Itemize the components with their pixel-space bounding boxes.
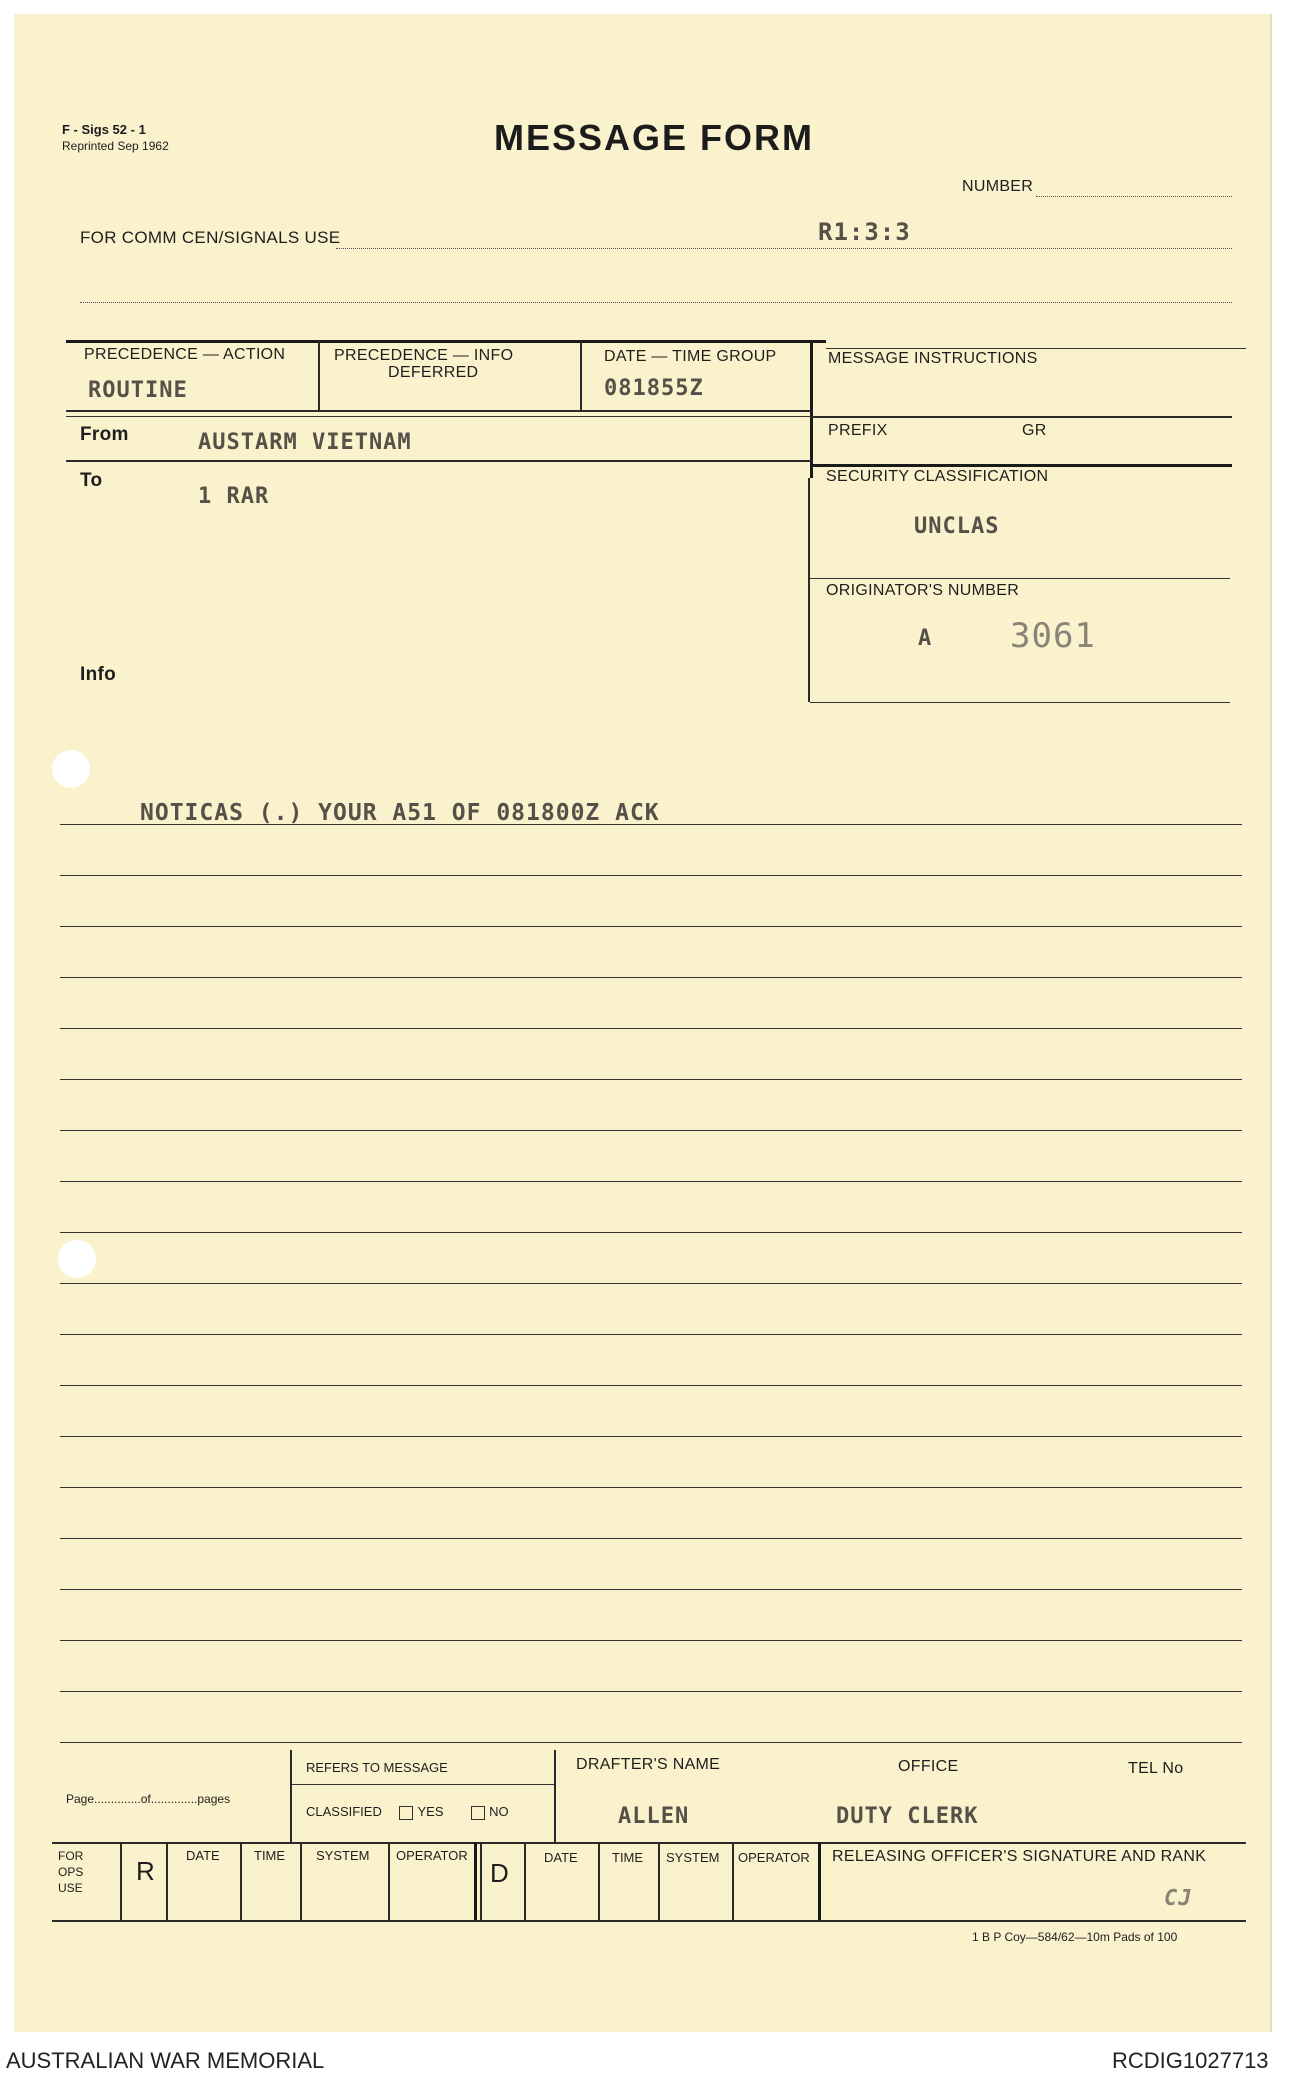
- number-line: [1036, 196, 1232, 197]
- releasing-label: RELEASING OFFICER'S SIGNATURE AND RANK: [832, 1848, 1207, 1865]
- page-of-label: Page..............of..............pages: [66, 1792, 231, 1806]
- ops-divider-6: [474, 1842, 477, 1920]
- message-ruled-line: [60, 1181, 1242, 1182]
- punch-hole-middle: [58, 1240, 96, 1278]
- printer-note: 1 B P Coy—584/62—10m Pads of 100: [972, 1930, 1178, 1944]
- instructions-top: [826, 348, 1246, 349]
- ops-divider-4: [300, 1842, 302, 1920]
- message-ruled-line: [60, 1079, 1242, 1080]
- ops-divider-3: [240, 1842, 242, 1920]
- ops-row-bottom: [52, 1920, 1246, 1922]
- comm-cen-line: [336, 248, 1232, 249]
- ops-divider-10: [658, 1842, 660, 1920]
- security-label: SECURITY CLASSIFICATION: [826, 468, 1049, 485]
- message-ruled-line: [60, 977, 1242, 978]
- r-system-label: SYSTEM: [316, 1848, 370, 1863]
- top-box-right: [810, 340, 813, 478]
- message-ruled-line: [60, 1130, 1242, 1131]
- originator-label: ORIGINATOR'S NUMBER: [826, 582, 1020, 599]
- precedence-info-sub: DEFERRED: [388, 364, 479, 381]
- ops-divider-1: [120, 1842, 122, 1920]
- precedence-divider-2: [580, 340, 582, 410]
- message-instructions-label: MESSAGE INSTRUCTIONS: [828, 350, 1038, 367]
- d-time-label: TIME: [612, 1850, 644, 1865]
- instructions-divider: [812, 416, 1232, 418]
- from-label: From: [80, 424, 129, 445]
- dtg-value: 081855Z: [604, 376, 704, 401]
- comm-cen-line-2: [80, 302, 1232, 303]
- originator-prefix: A: [918, 626, 933, 651]
- security-value: UNCLAS: [914, 514, 1000, 539]
- originator-value: 3061: [1010, 616, 1096, 656]
- ops-use-label: FOR OPS USE: [58, 1849, 84, 1895]
- message-ruled-line: [60, 875, 1242, 876]
- dtg-label: DATE — TIME GROUP: [604, 348, 777, 365]
- ops-divider-7: [480, 1842, 482, 1920]
- no-checkbox[interactable]: [471, 1806, 485, 1820]
- precedence-divider-1: [318, 340, 320, 410]
- no-label: NO: [489, 1804, 509, 1819]
- message-ruled-line: [60, 1385, 1242, 1386]
- message-ruled-line: [60, 1232, 1242, 1233]
- message-ruled-line: [60, 1028, 1242, 1029]
- message-ruled-line: [60, 1691, 1242, 1692]
- message-ruled-line: [60, 1589, 1242, 1590]
- d-label: D: [490, 1858, 510, 1888]
- office-value: DUTY CLERK: [836, 1804, 979, 1829]
- from-row-bottom: [66, 460, 812, 462]
- classified-row: [306, 1804, 509, 1820]
- security-box-left: [808, 478, 810, 702]
- info-label: Info: [80, 664, 117, 685]
- precedence-action-value: ROUTINE: [88, 378, 188, 403]
- archive-caption-right: RCDIG1027713: [1112, 2048, 1269, 2073]
- precedence-row-bottom: [66, 410, 812, 412]
- ops-divider-8: [524, 1842, 526, 1920]
- d-system-label: SYSTEM: [666, 1850, 720, 1865]
- security-divider: [810, 578, 1230, 579]
- message-ruled-line: [60, 1538, 1242, 1539]
- to-label: To: [80, 470, 103, 491]
- prefix-label: PREFIX: [828, 422, 888, 439]
- ops-divider-12: [818, 1842, 821, 1920]
- r-label: R: [136, 1856, 156, 1886]
- ops-divider-9: [598, 1842, 600, 1920]
- message-ruled-line: [60, 1436, 1242, 1437]
- message-ruled-line: [60, 1640, 1242, 1641]
- precedence-action-label: PRECEDENCE — ACTION: [84, 346, 286, 363]
- top-box-top: [66, 340, 826, 343]
- yes-checkbox[interactable]: [399, 1806, 413, 1820]
- refers-label: REFERS TO MESSAGE: [306, 1760, 448, 1775]
- message-ruled-line: [60, 926, 1242, 927]
- message-ruled-line: [60, 1742, 1242, 1743]
- classified-label: CLASSIFIED: [306, 1804, 382, 1819]
- gr-label: GR: [1022, 422, 1047, 439]
- precedence-row-bottom-2: [66, 416, 812, 417]
- ops-divider-2: [166, 1842, 168, 1920]
- number-label: NUMBER: [962, 178, 1034, 195]
- precedence-info-label: PRECEDENCE — INFO: [334, 347, 514, 364]
- yes-label: YES: [417, 1804, 444, 1819]
- refers-box-right: [554, 1750, 556, 1842]
- tel-label: TEL No: [1128, 1760, 1184, 1777]
- from-value: AUSTARM VIETNAM: [198, 430, 412, 455]
- d-date-label: DATE: [544, 1850, 578, 1865]
- reprint-note: Reprinted Sep 1962: [62, 139, 169, 153]
- ops-divider-5: [388, 1842, 390, 1920]
- instructions-bottom: [812, 464, 1232, 467]
- to-value: 1 RAR: [198, 484, 270, 509]
- form-title: MESSAGE FORM: [494, 117, 815, 158]
- drafter-value: ALLEN: [618, 1804, 690, 1829]
- drafter-label: DRAFTER'S NAME: [576, 1756, 721, 1773]
- comm-cen-value: R1:3:3: [818, 218, 911, 246]
- message-text: NOTICAS (.) YOUR A51 OF 081800Z ACK: [140, 800, 660, 826]
- message-ruled-line: [60, 824, 1242, 825]
- message-form-sheet: [14, 14, 1272, 2032]
- refers-box-left: [290, 1750, 292, 1842]
- r-time-label: TIME: [254, 1848, 286, 1863]
- form-code: F - Sigs 52 - 1: [62, 122, 146, 137]
- comm-cen-label: FOR COMM CEN/SIGNALS USE: [80, 228, 341, 247]
- office-label: OFFICE: [898, 1758, 959, 1775]
- refers-divider: [292, 1784, 554, 1785]
- message-ruled-line: [60, 1487, 1242, 1488]
- r-date-label: DATE: [186, 1848, 220, 1863]
- message-ruled-line: [60, 1334, 1242, 1335]
- releasing-value: CJ: [1164, 1886, 1193, 1911]
- d-operator-label: OPERATOR: [738, 1850, 810, 1865]
- ops-divider-11: [732, 1842, 734, 1920]
- originator-bottom: [810, 702, 1230, 703]
- r-operator-label: OPERATOR: [396, 1848, 468, 1863]
- archive-caption-left: AUSTRALIAN WAR MEMORIAL: [6, 2048, 325, 2073]
- punch-hole-top: [52, 750, 90, 788]
- message-ruled-line: [60, 1283, 1242, 1284]
- ops-row-top: [52, 1842, 1246, 1844]
